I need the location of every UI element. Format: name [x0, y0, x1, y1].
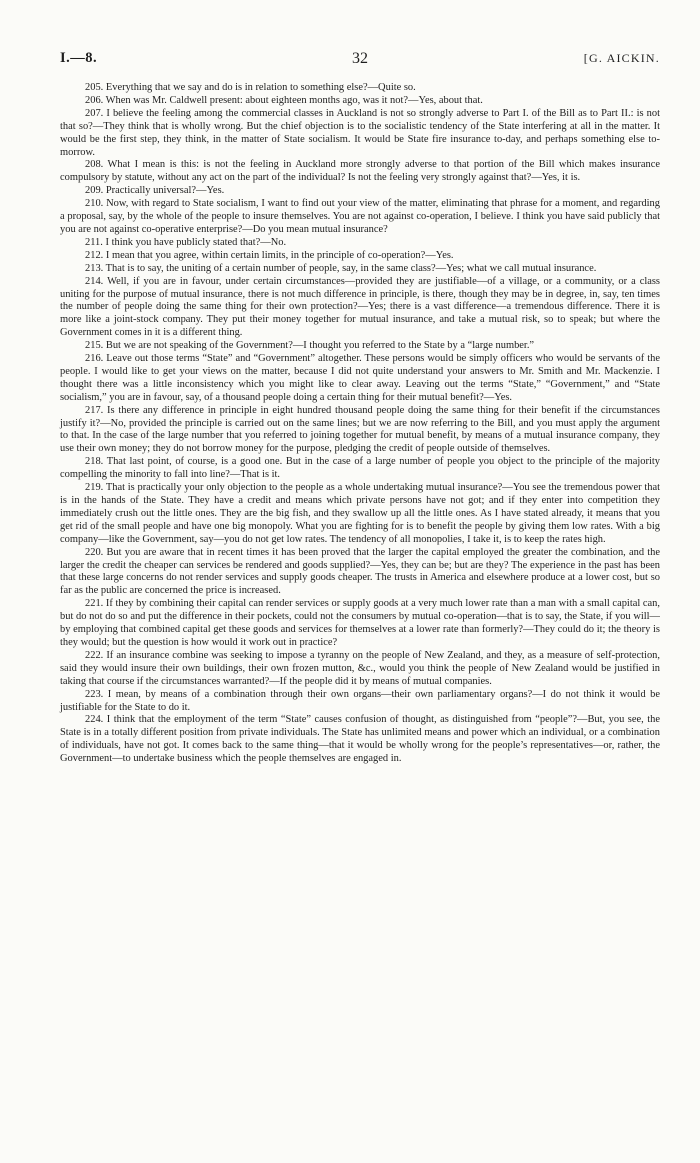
question-222: 222. If an insurance combine was seeking to impose a tyranny on the people of New Zealand, and they, as a measure of self-protection, said they would insure their own buildings, their own frozen mutton, &c., would you think the people of New Zealand would be justified in taking that course if the circumstances warranted?—If the people did it by means of mutual companies.: [60, 649, 660, 687]
question-210: 210. Now, with regard to State socialism, I want to find out your view of the matter, eliminating that phrase for a moment, and regarding a proposal, say, by the whole of the people to insure themselves. You are not against co-operation, I believe. I think you have said publicly that you are not against co-operative enterprise?—Do you mean mutual insurance?: [60, 198, 660, 235]
question-213: 213. That is to say, the uniting of a certain number of people, say, in the same class?—Yes; what we call mutual insurance.: [85, 262, 597, 274]
question-206: 206. When was Mr. Caldwell present: about eighteen months ago, was it not?—Yes, about that.: [85, 94, 483, 106]
question-209: 209. Practically universal?—Yes.: [85, 185, 225, 197]
question-221: 221. If they by combining their capital can render services or supply goods at a very much lower rate than a man with a small capital can, but do not do so and put the difference in their pockets, could not the consumers by mutual co-operation—that is to say, the State, if you will—by employing that combined capital get these goods and services for themselves at a lower rate than formerly?—They could do it; the theory is they would; but the question is how would it work out in practice?: [60, 598, 660, 648]
question-211: 211. I think you have publicly stated that?—No.: [85, 236, 287, 248]
page-number: 32: [352, 50, 368, 67]
question-217: 217. Is there any difference in principle in eight hundred thousand people doing the same thing for their benefit if the circumstances justify it?—No, provided the principle is carried out on the same lines; but we are now referring to the Bill, and you must apply the argument to that. In the case of the large number that you referred to joining together for mutual benefit, by means of a mutual insurance company, they use their own money; they do not borrow money for the purpose, pledging the credit of people outside of themselves.: [60, 404, 660, 455]
question-218: 218. That last point, of course, is a good one. But in the case of a large number of people you object to the principle of the majority compelling the minority to fall into line?—That is it.: [60, 456, 660, 481]
question-224: 224. I think that the employment of the term “State” causes confusion of thought, as distinguished from “people”?—But, you see, the State is in a totally different position from private individuals. The State has unlimited means and power which an individual, or a combination of individuals, have not got. It comes back to the same thing—that it would be wholly wrong for the people’s representatives—or, rather, the Government—to undertake business which the people themselves are engaged in.: [60, 714, 660, 765]
question-215: 215. But we are not speaking of the Government?—I thought you referred to the State by a “large number.”: [85, 340, 535, 352]
document-body: [60, 82, 660, 766]
paper-reference: I.—8.: [60, 50, 98, 66]
witness-name: [G. AICKIN.: [583, 51, 660, 65]
question-212: 212. I mean that you agree, within certain limits, in the principle of co-operation?—Yes.: [85, 249, 454, 261]
question-223: 223. I mean, by means of a combination through their own organs—their own parliamentary organs?—I do not think it would be justifiable for the State to do it.: [60, 688, 660, 713]
question-214: 214. Well, if you are in favour, under certain circumstances—provided they are justifiable—of a village, or a community, or a class uniting for the purpose of mutual insurance, there is not much difference in principle, is there, though they may be in degree, in, say, ten times the number of people doing the same thing for their own protection?—Yes; there is a vast difference—a tremendous difference. There it is more like a joint-stock company. They put their money together for mutual insurance, and take a mutual risk, so to speak; but where the Government comes in it is a different thing.: [60, 275, 660, 339]
question-205: 205. Everything that we say and do is in relation to something else?—Quite so.: [85, 82, 416, 93]
question-207: 207. I believe the feeling among the commercial classes in Auckland is not so strongly adverse to Part I. of the Bill as to Part II.: is not that so?—They think that is wholly wrong. But the chief objection is to the socialistic tendency of the State interfering at all in the matter. It would be the first step, they think, in the matter of State socialism. It would be State fire insurance to-day, and perhaps something else to-morrow.: [60, 107, 660, 158]
question-216: 216. Leave out those terms “State” and “Government” altogether. These persons would be simply officers who would be servants of the people. I would like to get your views on the matter, because I did not quite understand your answers to Mr. Smith and Mr. Mackenzie. I thought there was a little inconsistency which you might like to clear away. Leaving out the terms “State,” “Government,” and “State socialism,” you are in favour, say, of a thousand people doing a certain thing for their mutual benefit?—Yes.: [60, 353, 660, 403]
question-219: 219. That is practically your only objection to the people as a whole undertaking mutual insurance?—You see the tremendous power that is in the hands of the State. They have a credit and means which private persons have not got; and if they enter into competition they immediately crush out the little ones. They are the big fish, and they swallow up all the little ones. As I have stated already, it means that you get rid of the small people and have one big monopoly. What you are fighting for is to benefit the people by giving them low rates. With a big company—like the Government, say—you do not get low rates. The tendency of all monopolies, I take it, is to keep the rates high.: [60, 482, 660, 545]
question-208: 208. What I mean is this: is not the feeling in Auckland more strongly adverse to that portion of the Bill which makes insurance compulsory by statute, without any act on the part of the individual? Is not the feeling very strongly against that?—Yes, it is.: [60, 159, 660, 184]
question-220: 220. But you are aware that in recent times it has been proved that the larger the capital employed the greater the combination, and the larger the credit the cheaper can services be rendered and goods supplied?—Yes, they can be; but are they? The experience in the past has been that these large concerns do not render services and supply goods cheaper. The trusts in America and elsewhere produce at a lower cost, but so far as the public are concerned the price is increased.: [60, 546, 660, 597]
page-header: [60, 50, 660, 70]
